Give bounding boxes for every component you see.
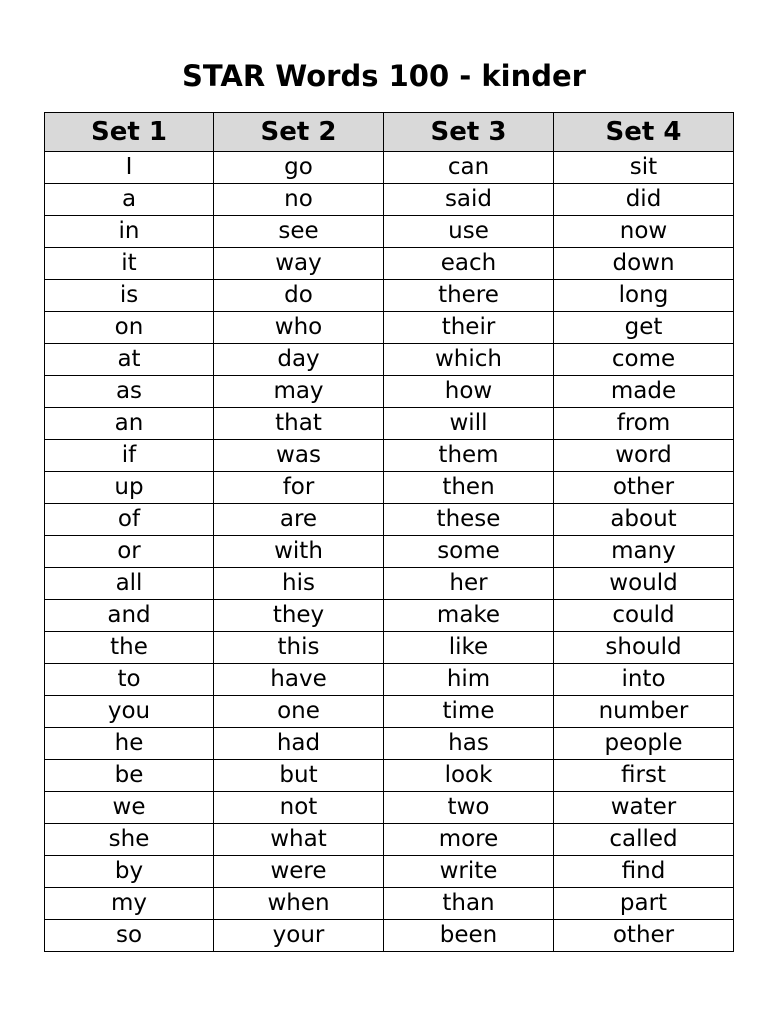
- word-cell-set-3: then: [384, 472, 554, 504]
- word-cell-set-4: water: [554, 792, 734, 824]
- table-row: [45, 472, 734, 504]
- word-cell-set-2: that: [214, 408, 384, 440]
- table-row: [45, 184, 734, 216]
- word-cell-set-2: with: [214, 536, 384, 568]
- header-set-3: Set 3: [384, 113, 554, 152]
- table-row: [45, 728, 734, 760]
- word-cell-set-1: so: [45, 920, 214, 952]
- word-cell-set-4: come: [554, 344, 734, 376]
- word-cell-set-3: more: [384, 824, 554, 856]
- word-cell-set-4: number: [554, 696, 734, 728]
- word-table: [44, 112, 734, 952]
- word-cell-set-1: he: [45, 728, 214, 760]
- word-cell-set-4: many: [554, 536, 734, 568]
- word-cell-set-1: she: [45, 824, 214, 856]
- word-cell-set-4: down: [554, 248, 734, 280]
- word-cell-set-3: can: [384, 152, 554, 184]
- word-cell-set-4: should: [554, 632, 734, 664]
- word-cell-set-1: by: [45, 856, 214, 888]
- word-cell-set-3: them: [384, 440, 554, 472]
- word-cell-set-3: will: [384, 408, 554, 440]
- word-cell-set-4: did: [554, 184, 734, 216]
- word-cell-set-4: could: [554, 600, 734, 632]
- header-set-1: Set 1: [45, 113, 214, 152]
- word-cell-set-2: no: [214, 184, 384, 216]
- word-cell-set-1: up: [45, 472, 214, 504]
- word-cell-set-3: which: [384, 344, 554, 376]
- word-cell-set-2: your: [214, 920, 384, 952]
- page-title: STAR Words 100 - kinder: [182, 59, 586, 93]
- word-cell-set-2: when: [214, 888, 384, 920]
- table-row: [45, 408, 734, 440]
- table-row: [45, 632, 734, 664]
- table-row: [45, 920, 734, 952]
- word-cell-set-1: of: [45, 504, 214, 536]
- table-row: [45, 152, 734, 184]
- table-row: [45, 280, 734, 312]
- word-cell-set-3: write: [384, 856, 554, 888]
- table-row: [45, 696, 734, 728]
- word-cell-set-1: we: [45, 792, 214, 824]
- word-cell-set-1: as: [45, 376, 214, 408]
- word-cell-set-4: into: [554, 664, 734, 696]
- word-cell-set-2: they: [214, 600, 384, 632]
- word-cell-set-3: said: [384, 184, 554, 216]
- word-cell-set-1: I: [45, 152, 214, 184]
- word-cell-set-4: made: [554, 376, 734, 408]
- word-cell-set-2: but: [214, 760, 384, 792]
- word-cell-set-3: these: [384, 504, 554, 536]
- word-cell-set-1: an: [45, 408, 214, 440]
- header-set-4: Set 4: [554, 113, 734, 152]
- table-row: [45, 312, 734, 344]
- word-cell-set-1: all: [45, 568, 214, 600]
- word-cell-set-4: find: [554, 856, 734, 888]
- word-cell-set-4: long: [554, 280, 734, 312]
- word-cell-set-4: get: [554, 312, 734, 344]
- word-cell-set-2: do: [214, 280, 384, 312]
- word-cell-set-2: have: [214, 664, 384, 696]
- word-cell-set-2: day: [214, 344, 384, 376]
- word-cell-set-3: her: [384, 568, 554, 600]
- table-row: [45, 760, 734, 792]
- word-cell-set-1: on: [45, 312, 214, 344]
- word-cell-set-1: you: [45, 696, 214, 728]
- table-row: [45, 888, 734, 920]
- word-cell-set-3: each: [384, 248, 554, 280]
- word-cell-set-3: make: [384, 600, 554, 632]
- word-cell-set-4: sit: [554, 152, 734, 184]
- word-cell-set-1: be: [45, 760, 214, 792]
- table-row: [45, 600, 734, 632]
- table-row: [45, 376, 734, 408]
- table-row: [45, 856, 734, 888]
- word-cell-set-3: time: [384, 696, 554, 728]
- table-row: [45, 568, 734, 600]
- word-cell-set-2: not: [214, 792, 384, 824]
- table-header: [45, 113, 734, 152]
- table-row: [45, 824, 734, 856]
- word-cell-set-1: in: [45, 216, 214, 248]
- word-cell-set-2: are: [214, 504, 384, 536]
- word-cell-set-3: how: [384, 376, 554, 408]
- word-cell-set-3: him: [384, 664, 554, 696]
- word-cell-set-3: like: [384, 632, 554, 664]
- word-cell-set-3: look: [384, 760, 554, 792]
- word-cell-set-4: people: [554, 728, 734, 760]
- table-row: [45, 536, 734, 568]
- word-cell-set-1: my: [45, 888, 214, 920]
- word-cell-set-3: has: [384, 728, 554, 760]
- table-row: [45, 664, 734, 696]
- word-cell-set-2: who: [214, 312, 384, 344]
- word-cell-set-3: some: [384, 536, 554, 568]
- table-row: [45, 440, 734, 472]
- word-cell-set-4: other: [554, 920, 734, 952]
- word-cell-set-4: about: [554, 504, 734, 536]
- word-cell-set-4: from: [554, 408, 734, 440]
- table-body: [45, 152, 734, 952]
- word-cell-set-1: to: [45, 664, 214, 696]
- word-cell-set-4: would: [554, 568, 734, 600]
- word-cell-set-4: called: [554, 824, 734, 856]
- word-cell-set-2: were: [214, 856, 384, 888]
- word-cell-set-2: for: [214, 472, 384, 504]
- word-cell-set-1: if: [45, 440, 214, 472]
- word-cell-set-1: at: [45, 344, 214, 376]
- word-cell-set-3: two: [384, 792, 554, 824]
- word-cell-set-4: now: [554, 216, 734, 248]
- word-cell-set-4: part: [554, 888, 734, 920]
- header-row: [45, 113, 734, 152]
- table-row: [45, 344, 734, 376]
- word-cell-set-2: what: [214, 824, 384, 856]
- word-cell-set-4: other: [554, 472, 734, 504]
- word-cell-set-2: his: [214, 568, 384, 600]
- word-cell-set-2: may: [214, 376, 384, 408]
- word-cell-set-2: was: [214, 440, 384, 472]
- table-row: [45, 248, 734, 280]
- word-cell-set-3: use: [384, 216, 554, 248]
- table-row: [45, 504, 734, 536]
- word-cell-set-2: one: [214, 696, 384, 728]
- table-row: [45, 792, 734, 824]
- word-cell-set-3: been: [384, 920, 554, 952]
- word-cell-set-2: go: [214, 152, 384, 184]
- word-cell-set-1: it: [45, 248, 214, 280]
- word-cell-set-2: had: [214, 728, 384, 760]
- table-row: [45, 216, 734, 248]
- word-cell-set-4: word: [554, 440, 734, 472]
- header-set-2: Set 2: [214, 113, 384, 152]
- word-cell-set-1: is: [45, 280, 214, 312]
- word-cell-set-2: see: [214, 216, 384, 248]
- word-cell-set-1: a: [45, 184, 214, 216]
- word-cell-set-3: than: [384, 888, 554, 920]
- word-cell-set-2: way: [214, 248, 384, 280]
- word-cell-set-4: first: [554, 760, 734, 792]
- word-cell-set-1: and: [45, 600, 214, 632]
- word-cell-set-1: the: [45, 632, 214, 664]
- word-cell-set-1: or: [45, 536, 214, 568]
- word-cell-set-2: this: [214, 632, 384, 664]
- word-cell-set-3: there: [384, 280, 554, 312]
- word-cell-set-3: their: [384, 312, 554, 344]
